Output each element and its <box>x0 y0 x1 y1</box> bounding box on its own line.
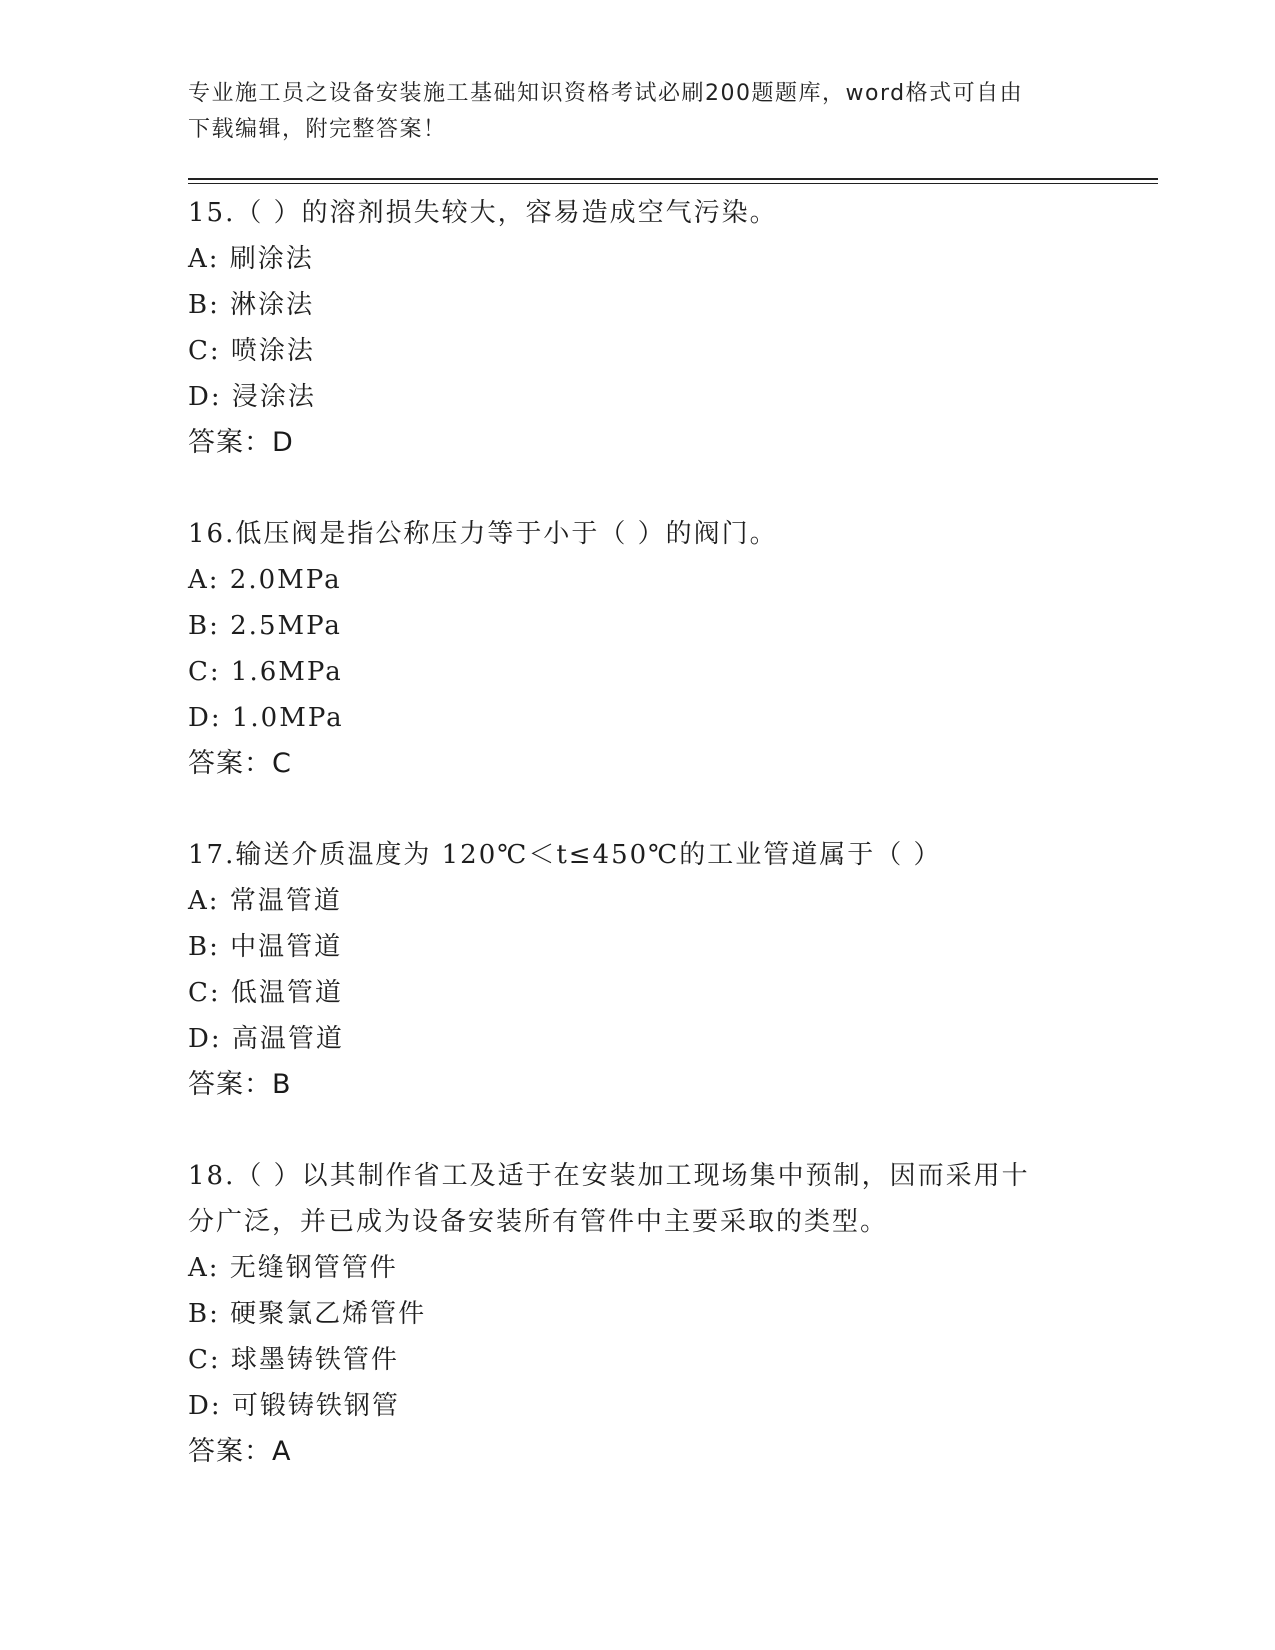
question-text-line-1: 18.（ ）以其制作省工及适于在安装加工现场集中预制，因而采用十 <box>188 1161 1030 1191</box>
option-a: A: 常温管道 <box>188 886 342 916</box>
question-15 <box>188 190 1088 466</box>
option-c: C: 1.6MPa <box>188 657 343 687</box>
option-b: B: 2.5MPa <box>188 611 342 641</box>
option-d: D: 1.0MPa <box>188 703 344 733</box>
answer: 答案：B <box>188 1069 292 1100</box>
option-d: D: 可锻铸铁钢管 <box>188 1391 400 1421</box>
question-text: 15.（ ）的溶剂损失较大，容易造成空气污染。 <box>188 198 778 228</box>
question-16 <box>188 511 1088 787</box>
option-b: B: 中温管道 <box>188 932 343 962</box>
option-a: A: 无缝钢管管件 <box>188 1253 398 1283</box>
option-a: A: 刷涂法 <box>188 244 314 274</box>
answer: 答案：A <box>188 1436 292 1467</box>
question-text: 17.输送介质温度为 120℃＜t≤450℃的工业管道属于（ ） <box>188 840 942 870</box>
header-line-2: 下载编辑，附完整答案！ <box>188 117 447 142</box>
option-d: D: 高温管道 <box>188 1024 344 1054</box>
document-header <box>188 76 1068 148</box>
question-18 <box>188 1153 1088 1475</box>
option-b: B: 硬聚氯乙烯管件 <box>188 1299 427 1329</box>
option-c: C: 球墨铸铁管件 <box>188 1345 399 1375</box>
option-a: A: 2.0MPa <box>188 565 342 595</box>
question-text-line-2: 分广泛，并已成为设备安装所有管件中主要采取的类型。 <box>188 1207 889 1237</box>
header-rule-thick <box>188 178 1158 180</box>
question-text: 16.低压阀是指公称压力等于小于（ ）的阀门。 <box>188 519 778 549</box>
answer: 答案：C <box>188 748 292 779</box>
option-d: D: 浸涂法 <box>188 382 316 412</box>
header-rule-thin <box>188 183 1158 184</box>
answer: 答案：D <box>188 427 294 458</box>
option-c: C: 低温管道 <box>188 978 343 1008</box>
option-c: C: 喷涂法 <box>188 336 315 366</box>
header-line-1: 专业施工员之设备安装施工基础知识资格考试必刷200题题库，word格式可自由 <box>188 81 1024 106</box>
question-list <box>188 190 1088 1520</box>
question-17 <box>188 832 1088 1108</box>
option-b: B: 淋涂法 <box>188 290 315 320</box>
